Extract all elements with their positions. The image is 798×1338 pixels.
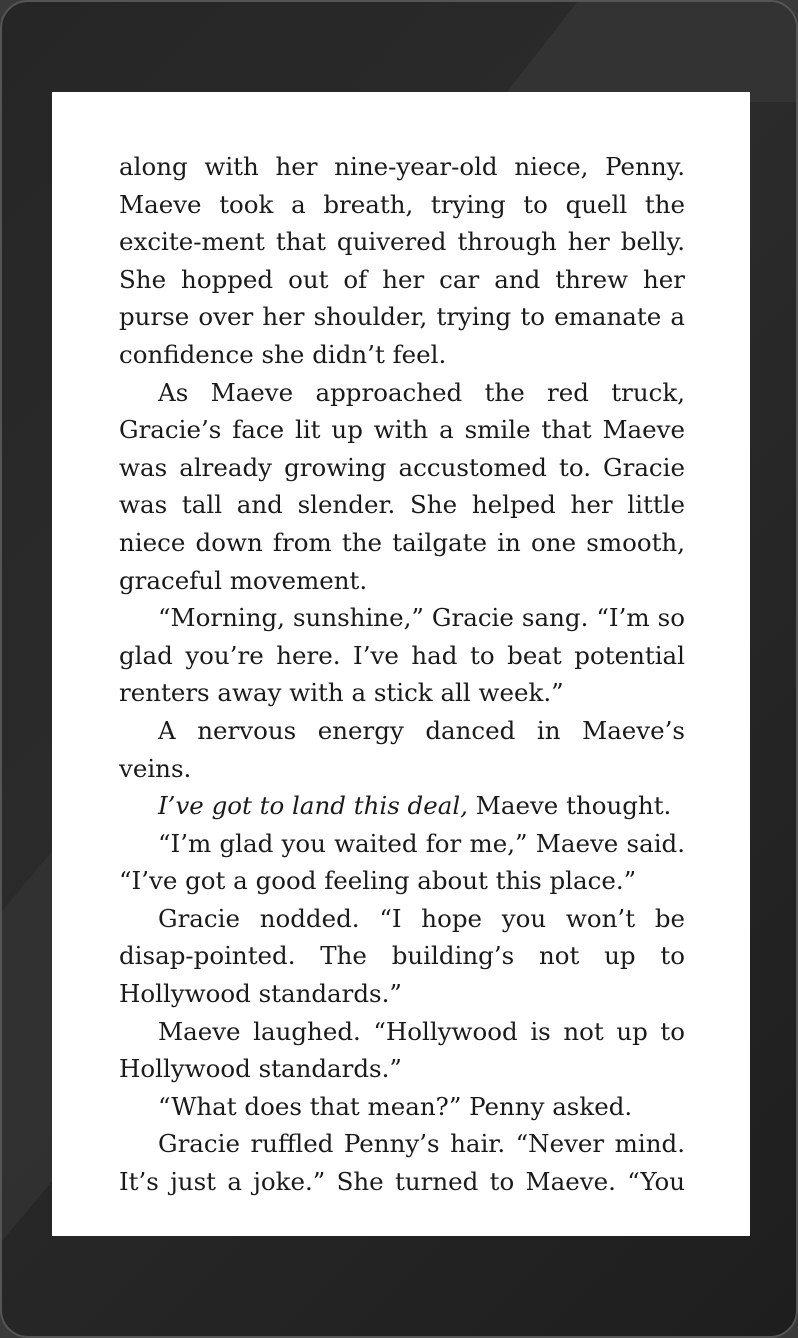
paragraph-rest: Maeve thought.: [467, 791, 672, 821]
paragraph: “What does that mean?” Penny asked.: [158, 1091, 633, 1121]
paragraph: “I’m glad you waited for me,” Maeve said. “I’ve got a good feeling about this place.”: [119, 828, 685, 896]
paragraph: “Morning, sunshine,” Gracie sang. “I’m so glad you’re here. I’ve had to beat potential renters away with a stick all week.”: [119, 603, 685, 708]
paragraph: [119, 787, 685, 825]
bezel-glare: [0, 845, 57, 1288]
page-text: [119, 148, 685, 1201]
paragraph: As Maeve approached the red truck, Gracie’s face lit up with a smile that Maeve was already growing accustomed to. Gracie was tall and slender. She helped her little niece down from the tailgate in one smooth, graceful movement.: [119, 377, 685, 595]
paragraph: Gracie nodded. “I hope you won’t be disap-pointed. The building’s not up to Hollywood standards.”: [119, 903, 685, 1009]
italic-thought: I’ve got to land this deal,: [158, 791, 468, 821]
reader-page[interactable]: [52, 92, 750, 1236]
paragraph: Maeve laughed. “Hollywood is not up to Hollywood standards.”: [119, 1016, 685, 1084]
paragraph: along with her nine-year-old niece, Penny. Maeve took a breath, trying to quell the excite-ment that quivered through her belly. She hopped out of her car and threw her purse over her shoulder, trying to emanate a confidence she didn’t feel.: [119, 152, 685, 369]
bezel-glare: [499, 0, 798, 102]
paragraph: Gracie ruffled Penny’s hair. “Never mind. It’s just a joke.” She turned to Maeve. “You: [119, 1129, 685, 1197]
paragraph: A nervous energy danced in Maeve’s veins.: [119, 715, 685, 783]
